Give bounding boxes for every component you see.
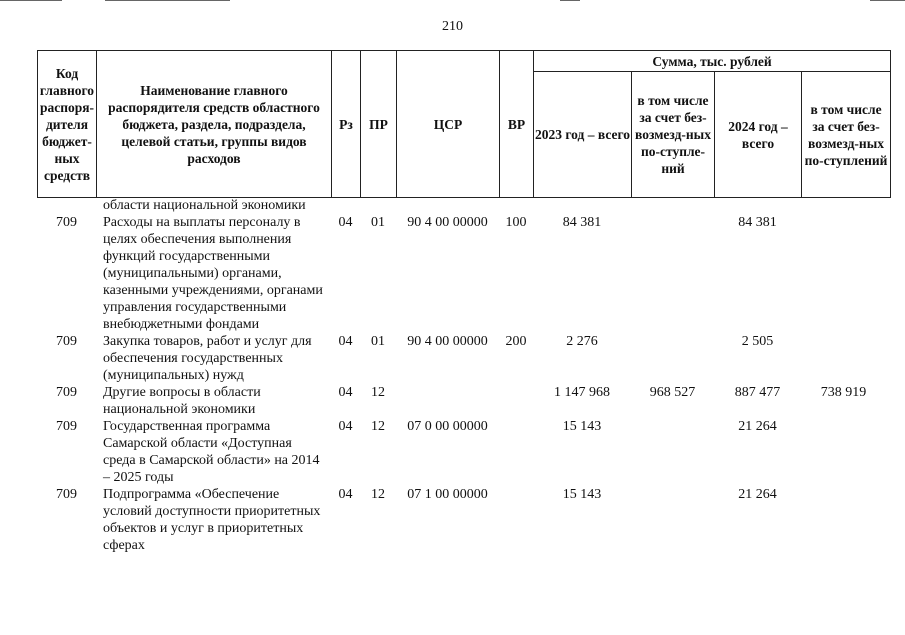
row-sum-2023-free [631,214,714,333]
row-sum-2024: 84 381 [738,215,777,230]
header-2023-free: в том числе за счет без-возмезд-ных по-ступле-ний [632,72,715,198]
header-rz: Рз [332,51,361,198]
row-rz [331,197,360,214]
scan-edge-line [870,0,905,1]
header-2024-total: 2024 год – всего [715,72,802,198]
row-sum-2023-free [631,418,714,486]
row-vr: 100 [505,215,527,230]
row-sum-2024 [714,197,801,214]
row-sum-2023-free: 968 527 [649,385,696,400]
row-csr [396,197,499,214]
row-sum-2023: 1 147 968 [554,385,610,400]
header-pr: ПР [361,51,397,198]
header-name: Наименование главного распорядителя средств областного бюджета, раздела, подраздела, целевой статьи, группы видов расходов [97,51,332,198]
scan-edge-line [560,0,580,1]
row-csr: 07 0 00 00000 [407,419,488,434]
row-pr [360,197,396,214]
table-row [37,486,890,554]
row-sum-2024: 887 477 [734,385,781,400]
row-sum-2023: 84 381 [562,215,602,230]
row-sum-2024: 2 505 [741,334,774,349]
scan-edge-line [0,0,62,1]
row-sum-2023-free [631,486,714,554]
row-vr [499,486,533,554]
row-sum-2023 [533,197,631,214]
table-row [37,214,890,333]
table-row [37,333,890,384]
row-pr: 12 [371,487,385,502]
row-pr: 01 [371,215,385,230]
header-vr: ВР [500,51,534,198]
row-sum-2024-free: 738 919 [820,385,867,400]
row-code: 709 [56,419,77,434]
row-vr [499,384,533,418]
row-rz: 04 [338,487,353,502]
row-name: Расходы на выплаты персоналу в целях обеспечения выполнения функций государственными (муниципальными) органами, казенными учреждениями, органами управления государственными внебюджетными фондами [103,215,323,332]
header-code: Код главного распоря-дителя бюджет-ных средств [38,51,97,198]
table-row [37,197,890,214]
row-sum-2024-free [801,214,890,333]
row-name: Закупка товаров, работ и услуг для обеспечения государственных (муниципальных) нужд [103,334,312,383]
row-sum-2023: 15 143 [562,419,602,434]
row-code: 709 [56,487,77,502]
row-code: 709 [56,215,77,230]
row-rz: 04 [338,215,353,230]
row-name: области национальной экономики [103,198,306,213]
row-vr: 200 [505,334,527,349]
row-sum-2023-free [631,333,714,384]
row-sum-2024-free [801,197,890,214]
row-rz: 04 [338,419,353,434]
row-sum-2023: 15 143 [562,487,602,502]
row-vr [499,197,533,214]
row-pr: 01 [371,334,385,349]
row-pr: 12 [371,385,385,400]
row-sum-2023-free [631,197,714,214]
header-csr: ЦСР [397,51,500,198]
row-rz: 04 [338,385,353,400]
header-2024-free: в том числе за счет без-возмезд-ных по-ступлений [802,72,891,198]
row-csr: 90 4 00 00000 [407,215,488,230]
row-csr [396,384,499,418]
row-name: Другие вопросы в области национальной экономики [103,385,261,417]
header-2023-total: 2023 год – всего [534,72,632,198]
table-body [37,197,890,554]
row-code: 709 [56,385,77,400]
row-sum-2023: 2 276 [566,334,598,349]
table-row [37,418,890,486]
row-vr [499,418,533,486]
row-code: 709 [56,334,77,349]
row-csr: 07 1 00 00000 [407,487,488,502]
table-row [37,384,890,418]
row-name: Подпрограмма «Обеспечение условий доступности приоритетных объектов и услуг в приоритетных сферах [103,487,321,553]
row-rz: 04 [338,334,353,349]
table-header [37,50,891,198]
row-name: Государственная программа Самарской области «Доступная среда в Самарской области» на 2014 – 2025 годы [103,419,320,485]
row-sum-2024: 21 264 [738,419,777,434]
header-sum: Сумма, тыс. рублей [534,51,891,72]
scan-edge-line [105,0,230,1]
row-pr: 12 [371,419,385,434]
row-sum-2024: 21 264 [738,487,777,502]
row-csr: 90 4 00 00000 [407,334,488,349]
row-sum-2024-free [801,486,890,554]
row-code [37,197,96,214]
row-sum-2024-free [801,333,890,384]
row-sum-2024-free [801,418,890,486]
page-number: 210 [442,19,463,34]
